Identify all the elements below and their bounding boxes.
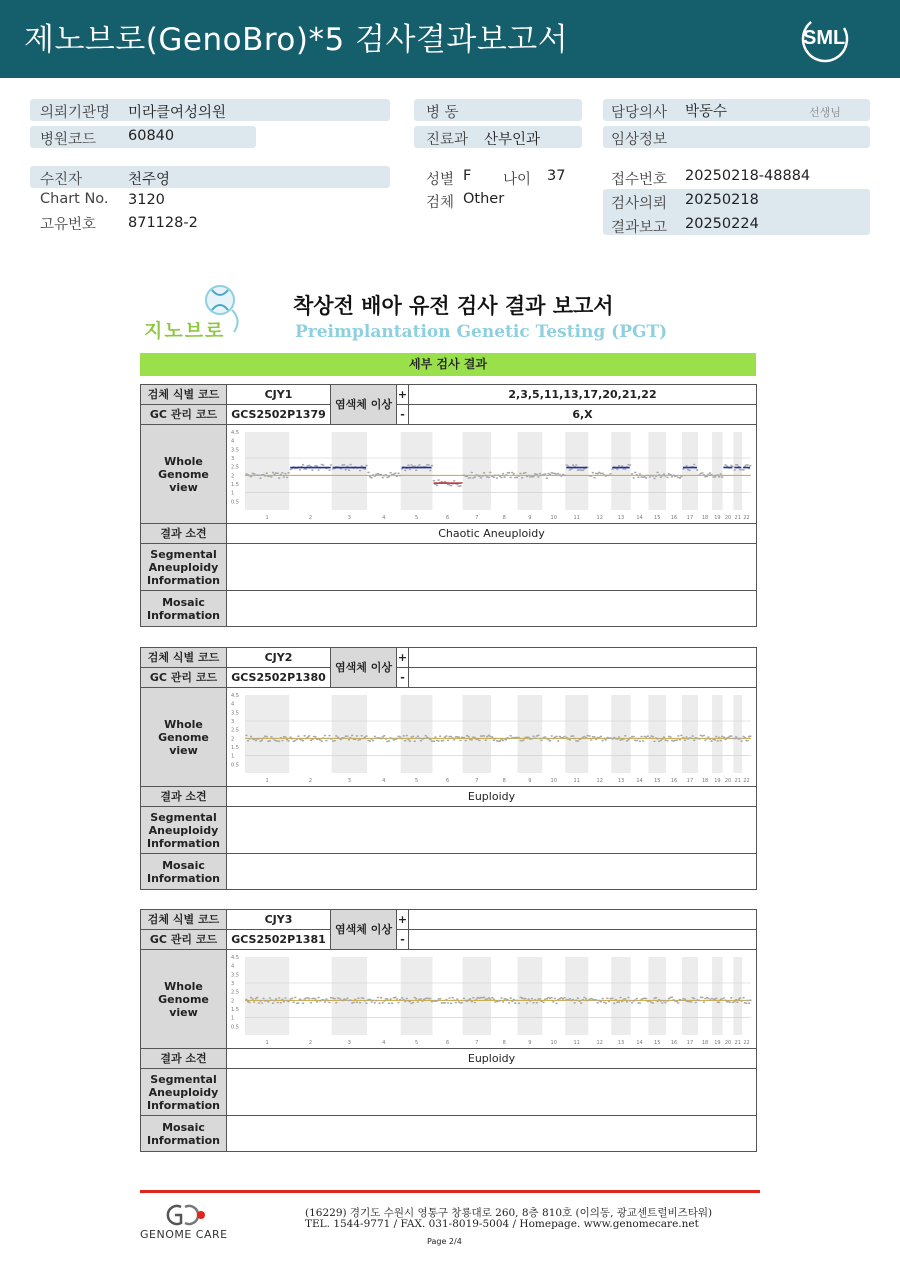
segmental-label: Segmental Aneuploidy Information	[141, 807, 227, 854]
abnormal-label: 염색체 이상	[331, 910, 397, 950]
gc-code-label: GC 관리 코드	[141, 930, 227, 950]
chromosome-band	[401, 957, 433, 1035]
chromosome-band	[565, 957, 588, 1035]
x-tick-label: 13	[617, 514, 625, 521]
specimen-value: Other	[463, 191, 505, 207]
x-tick-label: 8	[502, 1039, 506, 1046]
x-tick-label: 3	[347, 777, 351, 784]
chromosome-band	[517, 432, 542, 510]
segmental-value	[227, 807, 757, 854]
x-tick-label: 18	[701, 514, 709, 521]
x-tick-label: 7	[475, 1039, 479, 1046]
chromosome-band	[733, 695, 742, 773]
gc-code-label: GC 관리 코드	[141, 405, 227, 425]
mosaic-value	[227, 1116, 757, 1152]
specimen-id-label: 검체 식별 코드	[141, 910, 227, 930]
x-tick-label: 11	[573, 1039, 580, 1046]
loss-sign: -	[397, 405, 409, 425]
y-tick-label: 3	[231, 980, 235, 987]
gain-value: 2,3,5,11,13,17,20,21,22	[409, 385, 757, 405]
x-tick-label: 15	[654, 777, 661, 784]
chromosome-band	[332, 432, 367, 510]
y-tick-label: 2.5	[231, 464, 239, 471]
x-tick-label: 4	[382, 777, 386, 784]
x-tick-label: 14	[636, 777, 643, 784]
y-tick-label: 3.5	[231, 971, 239, 978]
chromosome-band	[733, 432, 742, 510]
genome-plot-2	[227, 689, 755, 786]
abnormal-label: 염색체 이상	[331, 648, 397, 688]
chromosome-band	[517, 957, 542, 1035]
x-tick-label: 22	[743, 514, 750, 521]
x-tick-label: 15	[654, 514, 661, 521]
company-contact: TEL. 1544-9771 / FAX. 031-8019-5004 / Homepage. www.genomecare.net	[305, 1218, 699, 1230]
copy-number-dots	[667, 473, 682, 477]
x-tick-label: 13	[617, 777, 625, 784]
x-tick-label: 5	[415, 777, 419, 784]
specimen-id-value: CJY1	[227, 385, 331, 405]
x-tick-label: 13	[617, 1039, 625, 1046]
y-tick-label: 0.5	[231, 1023, 239, 1030]
hospital-value: 미라클여성의원	[128, 105, 227, 121]
doctor-value: 박동수	[685, 104, 728, 120]
finding-label: 결과 소견	[141, 1049, 227, 1069]
x-tick-label: 3	[347, 1039, 351, 1046]
chromosome-band	[712, 957, 723, 1035]
x-tick-label: 7	[475, 777, 479, 784]
x-tick-label: 19	[714, 1039, 721, 1046]
y-tick-label: 4	[231, 963, 235, 970]
mosaic-value	[227, 854, 757, 890]
chromosome-band	[712, 695, 723, 773]
chromosome-band	[682, 957, 698, 1035]
chromosome-band	[565, 432, 588, 510]
hospital-label: 의뢰기관명	[40, 105, 111, 121]
receipt-value: 20250218-48884	[685, 168, 811, 184]
x-tick-label: 12	[596, 1039, 603, 1046]
y-tick-label: 0.5	[231, 498, 239, 505]
chromosome-band	[332, 695, 367, 773]
segmental-value	[227, 544, 757, 591]
segmental-label: Segmental Aneuploidy Information	[141, 1069, 227, 1116]
info-bar-patient	[30, 166, 390, 188]
finding-value: Euploidy	[227, 787, 757, 807]
doctor-suffix: 선생님	[809, 106, 841, 119]
x-tick-label: 9	[528, 514, 532, 521]
copy-number-dots	[699, 997, 712, 1002]
x-tick-label: 12	[596, 514, 603, 521]
loss-sign: -	[397, 930, 409, 950]
y-tick-label: 1	[231, 753, 235, 760]
x-tick-label: 9	[528, 1039, 532, 1046]
chart-value: 3120	[128, 192, 165, 208]
x-tick-label: 5	[415, 1039, 419, 1046]
x-tick-label: 21	[734, 777, 741, 784]
request-value: 20250218	[685, 192, 759, 208]
chromosome-band	[733, 957, 742, 1035]
copy-number-dots	[724, 736, 733, 739]
report-date-value: 20250224	[685, 216, 759, 232]
uid-value: 871128-2	[128, 215, 198, 231]
receipt-label: 접수번호	[611, 172, 668, 188]
chart-label: Chart No.	[40, 191, 109, 207]
mosaic-label: Mosaic Information	[141, 1116, 227, 1152]
loss-value	[409, 668, 757, 688]
chromosome-band	[682, 695, 698, 773]
loss-value	[409, 930, 757, 950]
x-tick-label: 1	[265, 514, 269, 521]
loss-sign: -	[397, 668, 409, 688]
chromosome-band	[463, 432, 491, 510]
chromosome-band	[332, 957, 367, 1035]
x-tick-label: 11	[573, 777, 580, 784]
patient-value: 천주영	[128, 172, 171, 188]
x-tick-label: 8	[502, 777, 506, 784]
x-tick-label: 17	[686, 1039, 694, 1046]
clinical-label: 임상정보	[611, 132, 668, 148]
x-tick-label: 21	[734, 514, 741, 521]
ward-label: 병 동	[426, 105, 459, 121]
y-tick-label: 2	[231, 997, 235, 1004]
x-tick-label: 4	[382, 1039, 386, 1046]
x-tick-label: 22	[743, 1039, 750, 1046]
result-table-2	[140, 647, 757, 890]
section-header: 세부 검사 결과	[140, 353, 756, 376]
x-tick-label: 16	[670, 1039, 678, 1046]
code-value: 60840	[128, 128, 175, 144]
x-tick-label: 14	[636, 514, 643, 521]
x-tick-label: 10	[550, 777, 557, 784]
specimen-id-label: 검체 식별 코드	[141, 385, 227, 405]
chromosome-band	[611, 432, 630, 510]
x-tick-label: 5	[415, 514, 419, 521]
x-tick-label: 2	[308, 777, 313, 784]
y-tick-label: 4	[231, 438, 235, 445]
x-tick-label: 3	[347, 514, 351, 521]
page-title: 제노브로(GenoBro)*5 검사결과보고서	[24, 22, 569, 58]
request-label: 검사의뢰	[611, 196, 668, 212]
y-tick-label: 4.5	[231, 954, 239, 961]
x-tick-label: 4	[382, 514, 386, 521]
chromosome-band	[611, 695, 630, 773]
x-tick-label: 12	[596, 777, 603, 784]
y-tick-label: 2	[231, 735, 235, 742]
code-label: 병원코드	[40, 132, 97, 148]
gain-sign: +	[397, 385, 409, 405]
x-tick-label: 20	[724, 514, 732, 521]
finding-value: Euploidy	[227, 1049, 757, 1069]
company-name: GENOME CARE	[140, 1228, 228, 1241]
gain-sign: +	[397, 910, 409, 930]
y-tick-label: 3	[231, 718, 235, 725]
report-date-label: 결과보고	[611, 220, 668, 236]
report-subtitle: Preimplantation Genetic Testing (PGT)	[295, 322, 668, 342]
x-tick-label: 2	[308, 1039, 313, 1046]
y-tick-label: 2.5	[231, 989, 239, 996]
genobro-brand: 지노브로	[144, 320, 226, 342]
y-tick-label: 1.5	[231, 1006, 239, 1013]
company-address: (16229) 경기도 수원시 영통구 창룡대로 260, 8층 810호 (이의동, 광교센트럴비즈타워)	[305, 1207, 713, 1219]
x-tick-label: 17	[686, 777, 694, 784]
gain-value	[409, 648, 757, 668]
y-tick-label: 3	[231, 455, 235, 462]
mosaic-value	[227, 591, 757, 627]
y-tick-label: 2	[231, 472, 235, 479]
whole-genome-label: Whole Genome view	[141, 425, 227, 524]
x-tick-label: 15	[654, 1039, 661, 1046]
x-tick-label: 6	[445, 777, 450, 784]
mosaic-label: Mosaic Information	[141, 591, 227, 627]
chromosome-band	[401, 695, 433, 773]
finding-value: Chaotic Aneuploidy	[227, 524, 757, 544]
result-table-1	[140, 384, 757, 627]
chromosome-band	[463, 957, 491, 1035]
chromosome-band	[648, 957, 666, 1035]
chromosome-band	[245, 957, 289, 1035]
sml-logo-text: SML	[803, 27, 846, 49]
header-bar	[0, 0, 900, 78]
result-table-3	[140, 909, 757, 1152]
chromosome-band	[611, 957, 630, 1035]
chromosome-band	[463, 695, 491, 773]
doctor-label: 담당의사	[611, 105, 668, 121]
copy-number-dots	[543, 736, 565, 741]
x-tick-label: 22	[743, 777, 750, 784]
x-tick-label: 14	[636, 1039, 643, 1046]
x-tick-label: 9	[528, 777, 532, 784]
page-number: Page 2/4	[427, 1237, 462, 1246]
dept-value: 산부인과	[484, 132, 541, 148]
age-label: 나이	[503, 172, 532, 188]
gc-code-value: GCS2502P1381	[227, 930, 331, 950]
segmental-value	[227, 1069, 757, 1116]
segmental-label: Segmental Aneuploidy Information	[141, 544, 227, 591]
sex-value: F	[463, 168, 472, 184]
whole-genome-label: Whole Genome view	[141, 688, 227, 787]
x-tick-label: 16	[670, 514, 678, 521]
abnormal-label: 염색체 이상	[331, 385, 397, 425]
patient-label: 수진자	[40, 172, 83, 188]
chromosome-band	[648, 432, 666, 510]
y-tick-label: 4	[231, 701, 235, 708]
copy-number-dots	[699, 472, 712, 476]
chromosome-band	[648, 695, 666, 773]
report-title: 착상전 배아 유전 검사 결과 보고서	[293, 294, 614, 318]
x-tick-label: 11	[573, 514, 580, 521]
gain-sign: +	[397, 648, 409, 668]
specimen-id-value: CJY3	[227, 910, 331, 930]
x-tick-label: 19	[714, 777, 721, 784]
specimen-label: 검체	[426, 195, 455, 211]
y-tick-label: 0.5	[231, 761, 239, 768]
y-tick-label: 2.5	[231, 727, 239, 734]
y-tick-label: 1	[231, 490, 235, 497]
chromosome-band	[245, 695, 289, 773]
x-tick-label: 6	[445, 1039, 450, 1046]
x-tick-label: 19	[714, 514, 721, 521]
genome-plot-1	[227, 426, 755, 523]
age-value: 37	[547, 168, 566, 184]
finding-label: 결과 소견	[141, 524, 227, 544]
x-tick-label: 10	[550, 1039, 557, 1046]
y-tick-label: 1.5	[231, 481, 239, 488]
footer-divider	[140, 1190, 760, 1193]
x-tick-label: 17	[686, 514, 694, 521]
x-tick-label: 21	[734, 1039, 741, 1046]
x-tick-label: 6	[445, 514, 450, 521]
x-tick-label: 20	[724, 1039, 732, 1046]
mosaic-label: Mosaic Information	[141, 854, 227, 890]
gain-value	[409, 910, 757, 930]
x-tick-label: 10	[550, 514, 557, 521]
chromosome-band	[245, 432, 289, 510]
x-tick-label: 8	[502, 514, 506, 521]
y-tick-label: 4.5	[231, 429, 239, 436]
y-tick-label: 1	[231, 1015, 235, 1022]
gc-code-value: GCS2502P1379	[227, 405, 331, 425]
x-tick-label: 20	[724, 777, 732, 784]
gc-code-value: GCS2502P1380	[227, 668, 331, 688]
y-tick-label: 3.5	[231, 446, 239, 453]
x-tick-label: 16	[670, 777, 678, 784]
x-tick-label: 1	[265, 1039, 269, 1046]
dept-label: 진료과	[426, 132, 469, 148]
genome-care-logo-icon	[163, 1203, 207, 1227]
chromosome-band	[712, 432, 723, 510]
chromosome-band	[565, 695, 588, 773]
x-tick-label: 18	[701, 1039, 709, 1046]
y-tick-label: 1.5	[231, 744, 239, 751]
specimen-id-value: CJY2	[227, 648, 331, 668]
specimen-id-label: 검체 식별 코드	[141, 648, 227, 668]
whole-genome-label: Whole Genome view	[141, 950, 227, 1049]
x-tick-label: 7	[475, 514, 479, 521]
gc-code-label: GC 관리 코드	[141, 668, 227, 688]
x-tick-label: 18	[701, 777, 709, 784]
x-tick-label: 1	[265, 777, 269, 784]
uid-label: 고유번호	[40, 217, 97, 233]
genome-plot-3	[227, 951, 755, 1048]
finding-label: 결과 소견	[141, 787, 227, 807]
sex-label: 성별	[426, 172, 455, 188]
y-tick-label: 4.5	[231, 692, 239, 699]
loss-value: 6,X	[409, 405, 757, 425]
chromosome-band	[517, 695, 542, 773]
x-tick-label: 2	[308, 514, 313, 521]
y-tick-label: 3.5	[231, 709, 239, 716]
